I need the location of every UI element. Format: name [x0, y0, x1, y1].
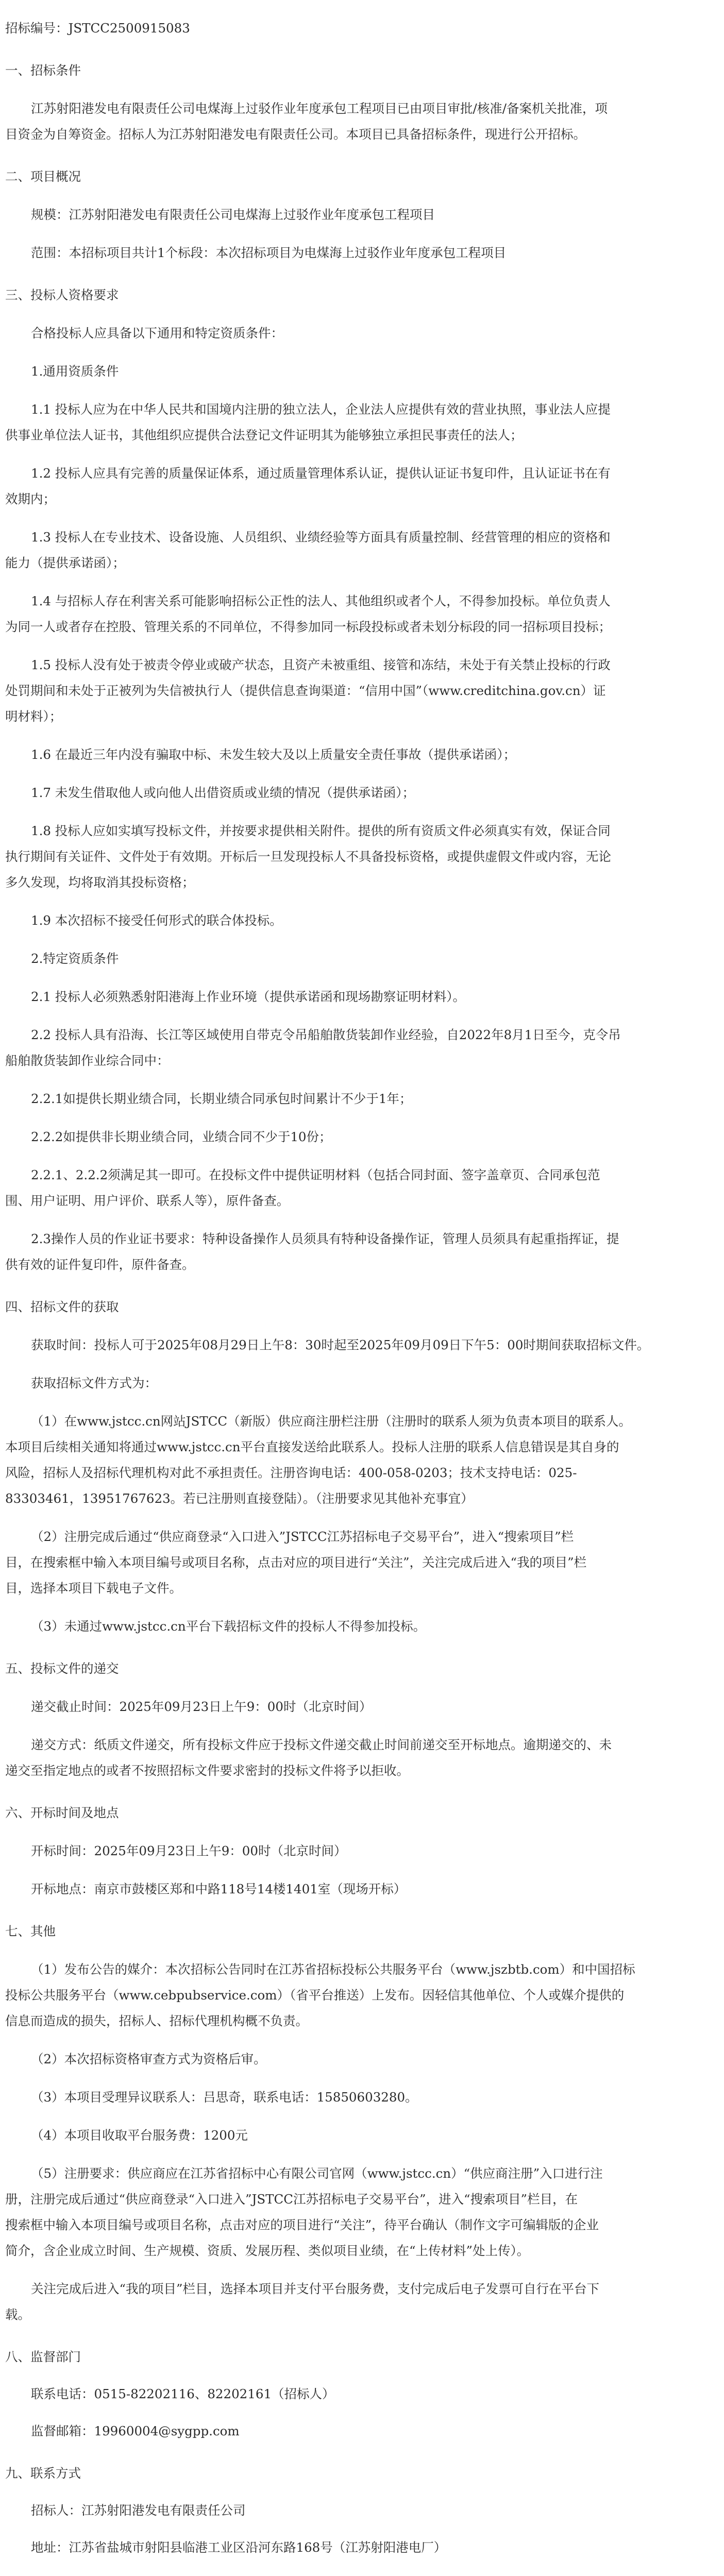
obtain-method-2: [5, 1524, 719, 1601]
tenderer-contact: [31, 2572, 719, 2576]
section-2-heading: 二、项目概况: [5, 169, 81, 184]
project-scope: 范围：本招标项目共计1个标段：本次招标项目为电煤海上过驳作业年度承包工程项目: [31, 245, 507, 260]
text-line: 明材料）；: [5, 709, 62, 724]
qualification-intro: 合格投标人应具备以下通用和特定资质条件：: [31, 326, 283, 341]
opening-time: 开标时间：2025年09月23日上午9：00时（北京时间）: [31, 1843, 347, 1858]
supervision-email: 监督邮箱：19960004@sygpp.com: [31, 2424, 240, 2438]
text-line: 搜索框中输入本项目编号或项目名称，点击对应的项目进行“关注”，待平台确认（制作文字可编辑版的企业: [5, 2217, 599, 2232]
clause-1-7: 1.7 未发生借取他人或向他人出借资质或业绩的情况（提供承诺函）；: [31, 785, 415, 800]
bid-number: 招标编号：JSTCC2500915083: [5, 21, 190, 36]
text-line: 2.3操作人员的作业证书要求：特种设备操作人员须具有特种设备操作证，管理人员须具有起重指挥证，提: [31, 1231, 619, 1246]
other-4: （4）本项目收取平台服务费：1200元: [31, 2128, 248, 2143]
text-line: 递交至指定地点的或者不按照招标文件要求密封的投标文件将予以拒收。: [5, 1763, 409, 1778]
text-line: （1）在www.jstcc.cn网站JSTCC（新版）供应商注册栏注册（注册时的联系人须为负责本项目的联系人。: [31, 1414, 632, 1429]
clause-2-1: 2.1 投标人必须熟悉射阳港海上作业环境（提供承诺函和现场勘察证明材料）。: [31, 989, 465, 1004]
text-line: 递交方式：纸质文件递交，所有投标文件应于投标文件递交截止时间前递交至开标地点。逾期递交的、未: [31, 1737, 612, 1752]
text-line: 册，注册完成后通过“供应商登录“入口进入”JSTCC江苏招标电子交易平台”，进入“搜索项目”栏目，在: [5, 2192, 578, 2207]
text-line: 目资金为自筹资金。招标人为江苏射阳港发电有限责任公司。本项目已具备招标条件，现进行公开招标。: [5, 127, 586, 142]
text-line: 船舶散货装卸作业综合同中：: [5, 1053, 170, 1068]
clause-1-4: [5, 588, 719, 640]
clause-1-3: [5, 524, 719, 576]
other-5-tail: [5, 2276, 719, 2328]
text-line: （1）发布公告的媒介：本次招标公告同时在江苏省招标投标公共服务平台（www.jszbtb.com）和中国招标: [31, 1962, 635, 1977]
other-3: （3）本项目受理异议联系人：吕思奇，联系电话：15850603280。: [31, 2090, 418, 2105]
text-line: 供有效的证件复印件，原件备查。: [5, 1257, 195, 1272]
text-line: 1.5 投标人没有处于被责令停业或破产状态，且资产未被重组、接管和冻结，未处于有关禁止投标的行政: [31, 657, 611, 672]
text-line: 信息而造成的损失，招标人、招标代理机构概不负责。: [5, 2013, 308, 2028]
tenderer-address: 地址：江苏省盐城市射阳县临港工业区沿河东路168号（江苏射阳港电厂）: [31, 2540, 447, 2555]
text-line: 风险，招标人及招标代理机构对此不承担责任。注册咨询电话：400-058-0203；技术支持电话：025-: [5, 1465, 577, 1480]
other-2: （2）本次招标资格审查方式为资格后审。: [31, 2052, 266, 2066]
clause-1-1: [5, 397, 719, 448]
opening-place: 开标地点：南京市鼓楼区郑和中路118号14楼1401室（现场开标）: [31, 1882, 407, 1896]
text-line: 本项目后续相关通知将通过www.jstcc.cn平台直接发送给此联系人。投标人注册的联系人信息错误是其自身的: [5, 1439, 619, 1454]
text-line: 1.4 与招标人存在利害关系可能影响招标公正性的法人、其他组织或者个人，不得参加投标。单位负责人: [31, 594, 611, 608]
section-4-heading: 四、招标文件的获取: [5, 1299, 119, 1314]
clause-2-3: [5, 1226, 719, 1278]
text-line: 2.2.1、2.2.2须满足其一即可。在投标文件中提供证明材料（包括合同封面、签字盖章页、合同承包范: [31, 1167, 600, 1182]
section-3-heading: 三、投标人资格要求: [5, 287, 119, 302]
section-7-heading: 七、其他: [5, 1924, 56, 1939]
specific-qualification-heading: 2.特定资质条件: [31, 951, 119, 966]
text-line: 1.1 投标人应为在中华人民共和国境内注册的独立法人，企业法人应提供有效的营业执照，事业法人应提: [31, 402, 611, 417]
text-line: 处罚期间和未处于正被列为失信被执行人（提供信息查询渠道：“信用中国”（www.creditchina.gov.cn）证: [5, 683, 606, 698]
tenderer-name: 招标人：江苏射阳港发电有限责任公司: [31, 2503, 246, 2518]
text-line: 载。: [5, 2307, 30, 2322]
clause-2-2: [5, 1022, 719, 1074]
text-line: （5）注册要求：供应商应在江苏省招标中心有限公司官网（www.jstcc.cn）“供应商注册”入口进行注: [31, 2166, 603, 2181]
text-line: 江苏射阳港发电有限责任公司电煤海上过驳作业年度承包工程项目已由项目审批/核准/备案机关批准，项: [31, 101, 608, 116]
text-line: 投标公共服务平台（www.cebpubservice.com）（省平台推送）上发布。因轻信其他单位、个人或媒介提供的: [5, 1988, 625, 2003]
clause-2-2-1: 2.2.1如提供长期业绩合同，长期业绩合同承包时间累计不少于1年；: [31, 1091, 412, 1106]
section-9-heading: 九、联系方式: [5, 2466, 81, 2481]
general-qualification-heading: 1.通用资质条件: [31, 364, 119, 379]
text-line: 围、用户证明、用户评价、联系人等），原件备查。: [5, 1193, 290, 1208]
submission-deadline: 递交截止时间：2025年09月23日上午9：00时（北京时间）: [31, 1699, 372, 1714]
text-line: 83303461，13951767623。若已注册则直接登陆）。（注册要求见其他补充事宜）: [5, 1491, 474, 1506]
text-line: 效期内；: [5, 492, 56, 506]
clause-1-9: 1.9 本次招标不接受任何形式的联合体投标。: [31, 913, 282, 928]
other-5: [5, 2161, 719, 2264]
supervision-phone: 联系电话：0515-82202116、82202161（招标人）: [31, 2386, 335, 2401]
text-line: （2）注册完成后通过“供应商登录“入口进入”JSTCC江苏招标电子交易平台”，进入“搜索项目”栏: [31, 1529, 574, 1544]
other-1: [5, 1957, 719, 2034]
text-line: 关注完成后进入“我的项目”栏目，选择本项目并支付平台服务费，支付完成后电子发票可自行在平台下: [31, 2281, 600, 2296]
section-1-paragraph: [5, 96, 719, 147]
clause-1-5: [5, 652, 719, 730]
section-6-heading: 六、开标时间及地点: [5, 1805, 119, 1820]
section-5-heading: 五、投标文件的递交: [5, 1661, 119, 1676]
text-line: 目，选择本项目下载电子文件。: [5, 1581, 182, 1596]
clause-1-8: [5, 818, 719, 895]
clause-1-6: 1.6 在最近三年内没有骗取中标、未发生较大及以上质量安全责任事故（提供承诺函）；: [31, 747, 516, 762]
text-line: 供事业单位法人证书，其他组织应提供合法登记文件证明其为能够独立承担民事责任的法人；: [5, 428, 523, 443]
text-line: 1.2 投标人应具有完善的质量保证体系，通过质量管理体系认证，提供认证证书复印件，且认证证书在有: [31, 466, 611, 481]
submission-method: [5, 1732, 719, 1784]
clause-2-2-2: 2.2.2如提供非长期业绩合同，业绩合同不少于10份；: [31, 1129, 332, 1144]
text-line: 为同一人或者存在控股、管理关系的不同单位，不得参加同一标段投标或者未划分标段的同一招标项目投标；: [5, 619, 611, 634]
section-1-heading: 一、招标条件: [5, 63, 81, 78]
obtain-method: 获取招标文件方式为：: [31, 1376, 157, 1391]
obtain-time: 获取时间：投标人可于2025年08月29日上午8：30时起至2025年09月09日下午5：00时期间获取招标文件。: [31, 1337, 650, 1352]
clause-2-2-note: [5, 1162, 719, 1214]
text-line: 1.8 投标人应如实填写投标文件，并按要求提供相关附件。提供的所有资质文件必须真实有效，保证合同: [31, 823, 611, 838]
text-line: 简介，含企业成立时间、生产规模、资质、发展历程、类似项目业绩，在“上传材料”处上传）。: [5, 2243, 530, 2258]
text-line: 能力（提供承诺函）；: [5, 555, 125, 570]
clause-1-2: [5, 461, 719, 512]
text-line: 2.2 投标人具有沿海、长江等区域使用自带克令吊船舶散货装卸作业经验，自2022年8月1日至今，克令吊: [31, 1027, 621, 1042]
obtain-method-3: （3）未通过www.jstcc.cn平台下载招标文件的投标人不得参加投标。: [31, 1619, 426, 1634]
text-line: 多久发现，均将取消其投标资格；: [5, 875, 195, 890]
text-line: 目，在搜索框中输入本项目编号或项目名称，点击对应的项目进行“关注”，关注完成后进入“我的项目”栏: [5, 1555, 587, 1570]
section-8-heading: 八、监督部门: [5, 2349, 81, 2364]
project-scale: 规模：江苏射阳港发电有限责任公司电煤海上过驳作业年度承包工程项目: [31, 207, 435, 222]
obtain-method-1: [5, 1409, 719, 1512]
text-line: 1.3 投标人在专业技术、设备设施、人员组织、业绩经验等方面具有质量控制、经营管理的相应的资格和: [31, 530, 611, 545]
text-line: 执行期间有关证件、文件处于有效期。开标后一旦发现投标人不具备投标资格，或提供虚假文件或内容，无论: [5, 849, 611, 864]
